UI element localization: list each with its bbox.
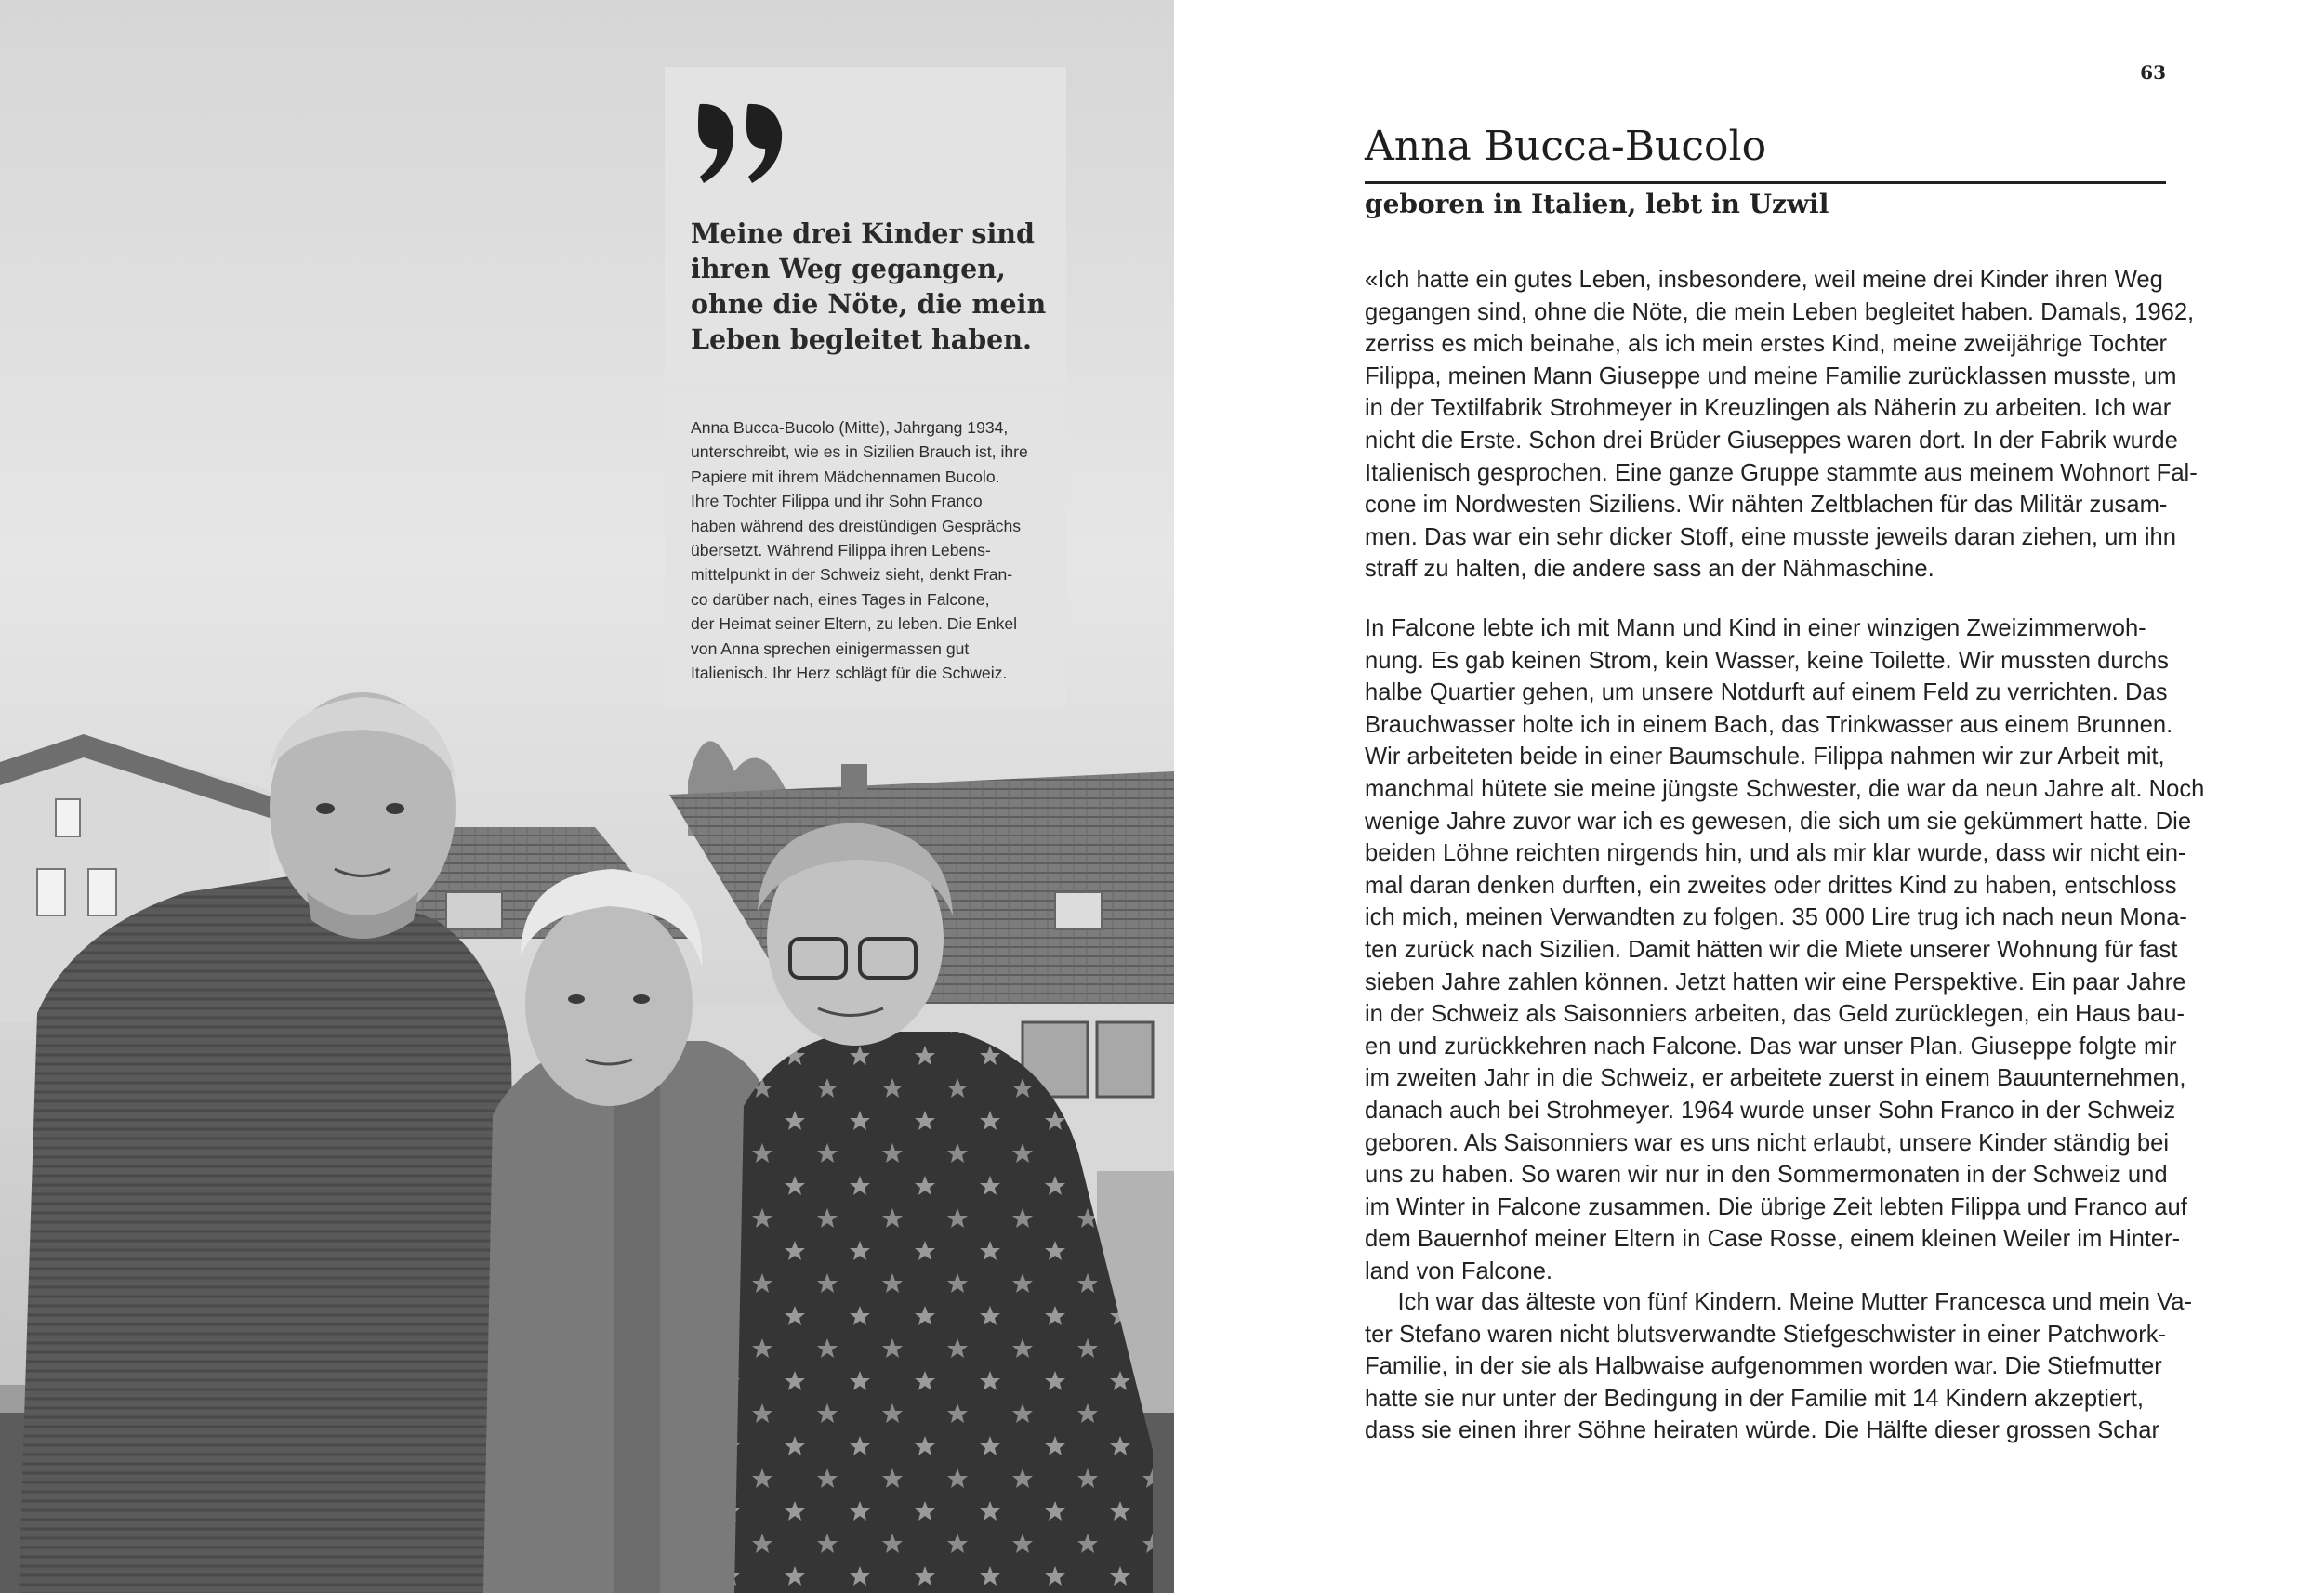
photo-caption-box <box>665 393 1066 707</box>
page-number: 63 <box>2140 61 2166 84</box>
article-paragraph-3: Ich war das älteste von fünf Kindern. Meine Mutter Francesca und mein Va- ter Stefano waren nicht blutsverwandte Stiefgeschwister in einer Patchwork- Familie, in der sie als Halbwaise aufgenommen worden war. Die Stiefmutter hatte sie nur unter der Bedingung in der Familie mit 14 Kindern akzeptiert, dass sie einen ihrer Söhne heiraten würde. Die Hälfte dieser grossen Schar <box>1365 1289 2193 1444</box>
quote-box <box>665 67 1066 383</box>
pull-quote: Meine drei Kinder sind ihren Weg gegangen, ohne die Nöte, die mein Leben begleitet haben. <box>691 217 1047 355</box>
title-divider <box>1365 181 2166 184</box>
article-title: Anna Bucca-Bucolo <box>1365 123 1767 170</box>
article-subtitle: geboren in Italien, lebt in Uzwil <box>1365 189 1829 219</box>
article-paragraph-2: In Falcone lebte ich mit Mann und Kind in einer winzigen Zweizimmerwoh- nung. Es gab keinen Strom, kein Wasser, keine Toilette. Wir mussten durchs halbe Quartier gehen, um unsere Notdurft auf einem Feld zu verrichten. Das Brauchwasser holte ich in einem Bach, das Trinkwasser aus einem Brunnen. Wir arbeiteten beide in einer Baumschule. Filippa nahmen wir zur Arbeit mit, manchmal hütete sie meine jüngste Schwester, die war da neun Jahre alt. Noch wenige Jahre zuvor war ich es gewesen, die sich um sie gekümmert hatte. Die beiden Löhne reichten nirgends hin, und als mir klar wurde, dass wir nicht ein- mal daran denken durften, ein zweites oder drittes Kind zu haben, entschloss ich mich, meinen Verwandten zu folgen. 35 000 Lire trug ich nach neun Mona- ten zurück nach Sizilien. Damit hätten wir die Miete unserer Wohnung für fast sieben Jahre zahlen können. Jetzt hatten wir eine Perspektive. Ein paar Jahre in der Schweiz als Saisonniers arbeiten, das Geld zurücklegen, ein Haus bau- en und zurückkehren nach Falcone. Das war unser Plan. Giuseppe folgte mir im zweiten Jahr in die Schweiz, er arbeitete zuerst in einem Bauunternehmen, danach auch bei Strohmeyer. 1964 wurde unser Sohn Franco in der Schweiz geboren. Als Saisonniers war es uns nicht erlaubt, unsere Kinder ständig bei uns zu haben. So waren wir nur in den Sommermonaten in der Schweiz und im Winter in Falcone zusammen. Die übrige Zeit lebten Filippa und Franco auf dem Bauernhof meiner Eltern in Case Rosse, einem kleinen Weiler im Hinter- land von Falcone. <box>1365 615 2205 1284</box>
photo-caption: Anna Bucca-Bucolo (Mitte), Jahrgang 1934, unterschreibt, wie es in Sizilien Brauch ist, ihre Papiere mit ihrem Mädchennamen Bucolo. Ihre Tochter Filippa und ihr Sohn Franco haben während des dreistündigen Gesprächs übersetzt. Während Filippa ihren Lebens- mittelpunkt in der Schweiz sieht, denkt Fran- co darüber nach, eines Tages in Falcone, der Heimat seiner Eltern, zu leben. Die Enkel von Anna sprechen einigermassen gut Italienisch. Ihr Herz schlägt für die Schweiz. <box>691 418 1028 683</box>
quote-mark-icon <box>691 95 793 188</box>
article-paragraph-1: «Ich hatte ein gutes Leben, insbesondere, weil meine drei Kinder ihren Weg gegangen sind, ohne die Nöte, die mein Leben begleitet haben. Damals, 1962, zerriss es mich beinahe, als ich mein erstes Kind, meine zweijährige Tochter Filippa, meinen Mann Giuseppe und meine Familie zurücklassen musste, um in der Textilfabrik Strohmeyer in Kreuzlingen als Näherin zu arbeiten. Ich war nicht die Erste. Schon drei Brüder Giuseppes waren dort. In der Fabrik wurde Italienisch gesprochen. Eine ganze Gruppe stammte aus meinem Wohnort Fal- cone im Nordwesten Siziliens. Wir nähten Zeltblachen für das Militär zusam- men. Das war ein sehr dicker Stoff, eine musste jeweils daran ziehen, um ihn straff zu halten, die andere sass an der Nähmaschine. <box>1365 267 2198 583</box>
